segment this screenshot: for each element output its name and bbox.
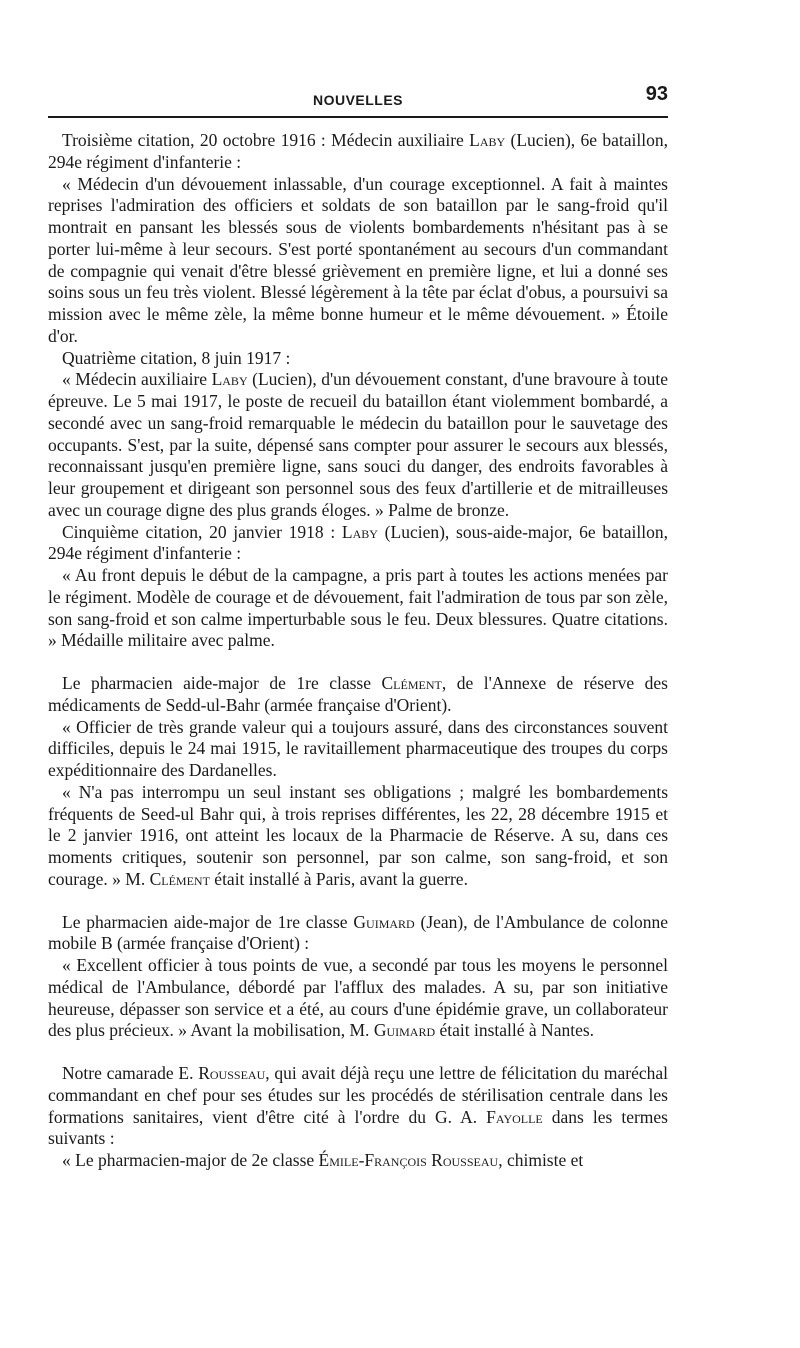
person-name: Guimard: [373, 1020, 436, 1041]
paragraph-rousseau-intro: Notre camarade E. Rousseau, qui avait déjà reçu une lettre de félicitation du maréchal commandant en chef pour ses études sur les procédés de stérilisation centrale dans les formations sanitaires, vient d'être cité à l'ordre du G. A. Fayolle dans les termes suivants :: [48, 1063, 668, 1149]
paragraph-citation-4: Quatrième citation, 8 juin 1917 :: [62, 347, 291, 368]
person-name: Clément: [149, 868, 210, 889]
paragraph-clement-intro: Le pharmacien aide-major de 1re classe Clément, de l'Annexe de réserve des médicaments de Sedd-ul-Bahr (armée française d'Orient).: [48, 673, 668, 715]
section-gap: [48, 652, 668, 673]
person-name: Guimard: [353, 911, 415, 932]
page-header: [48, 80, 668, 110]
person-name: Laby: [469, 130, 506, 150]
person-name: Laby: [341, 521, 378, 542]
person-name: Clément: [381, 673, 442, 693]
paragraph-guimard-intro: Le pharmacien aide-major de 1re classe Guimard (Jean), de l'Ambulance de colonne mobile B (armée française d'Orient) :: [48, 911, 668, 954]
paragraph-quote: « Médecin d'un dévouement inlassable, d'un courage exceptionnel. A fait à maintes reprises l'admiration des officiers et soldats de son bataillon par le sang-froid qu'il montrait en pansant les blessés sous de violents bombardements n'hésitant pas à se porter lui-même à leur secours. S'est porté spontanément au secours d'un commandant de compagnie qui venait d'être blessé grièvement en première ligne, et lui a donné ses soins sous un feu très violent. Blessé légèrement à la tête par éclat d'obus, a poursuivi sa mission avec le même zèle, la même bonne humeur et le même dévouement. » Étoile d'or.: [48, 173, 668, 346]
paragraph-citation-3: Troisième citation, 20 octobre 1916 : Médecin auxiliaire Laby (Lucien), 6e bataillon, 294e régiment d'infanterie :: [48, 130, 668, 172]
paragraph-citation-5: Cinquième citation, 20 janvier 1918 : Laby (Lucien), sous-aide-major, 6e bataillon, 294e régiment d'infanterie :: [48, 521, 668, 564]
person-name: Fayolle: [486, 1106, 543, 1127]
header-rule: [48, 116, 668, 118]
paragraph-quote: « N'a pas interrompu un seul instant ses obligations ; malgré les bombardements fréquents de Seed-ul Bahr qui, à trois reprises différentes, les 22, 28 décembre 1915 et le 2 janvier 1916, ont atteint les locaux de la Pharmacie de Réserve. A su, dans ces moments critiques, soutenir son personnel, par son calme, son sang-froid, et son courage. » M. Clément était installé à Paris, avant la guerre.: [48, 781, 668, 889]
paragraph-quote: « Au front depuis le début de la campagne, a pris part à toutes les actions menées par le régiment. Modèle de courage et de dévouement, fait l'admiration de tous par son zèle, son sang-froid et son calme imperturbable sous le feu. Deux blessures. Quatre citations. » Médaille militaire avec palme.: [48, 565, 668, 651]
paragraph-quote: « Excellent officier à tous points de vue, a secondé par tous les moyens le personnel médical de l'Ambulance, débordé par l'afflux des malades. A su, par son initiative heureuse, dépasser son service et a été, au cours d'une épidémie grave, un collaborateur des plus précieux. » Avant la mobilisation, M. Guimard était installé à Nantes.: [48, 955, 668, 1041]
paragraph-quote: « Médecin auxiliaire Laby (Lucien), d'un dévouement constant, d'une bravoure à toute épreuve. Le 5 mai 1917, le poste de recueil du bataillon étant violemment bombardé, a secondé avec un sang-froid remarquable le médecin du bataillon pour le sauvetage des occupants. S'est, par la suite, dépensé sans compter pour assurer le secours aux blessés, reconnaissant jusqu'en première ligne, sans souci du danger, des endroits favorables à leur groupement et dirigeant son personnel sous des feux d'artillerie et de mitrailleuses avec un courage digne des plus grands éloges. » Palme de bronze.: [48, 369, 669, 520]
person-name: Laby: [211, 369, 248, 390]
page-number: 93: [645, 83, 668, 105]
document-page: [48, 80, 668, 1172]
person-name: Émile-François Rousseau: [318, 1150, 499, 1170]
section-gap: [48, 1042, 668, 1063]
section-gap: [48, 891, 668, 912]
paragraph-quote: « Le pharmacien-major de 2e classe Émile-François Rousseau, chimiste et: [62, 1150, 584, 1170]
running-title: NOUVELLES: [312, 92, 404, 108]
paragraph-quote: « Officier de très grande valeur qui a toujours assuré, dans des circonstances souvent difficiles, depuis le 24 mai 1915, le ravitaillement pharmaceutique des troupes du corps expéditionnaire des Dardanelles.: [48, 716, 668, 780]
person-name: Rousseau: [198, 1063, 266, 1083]
